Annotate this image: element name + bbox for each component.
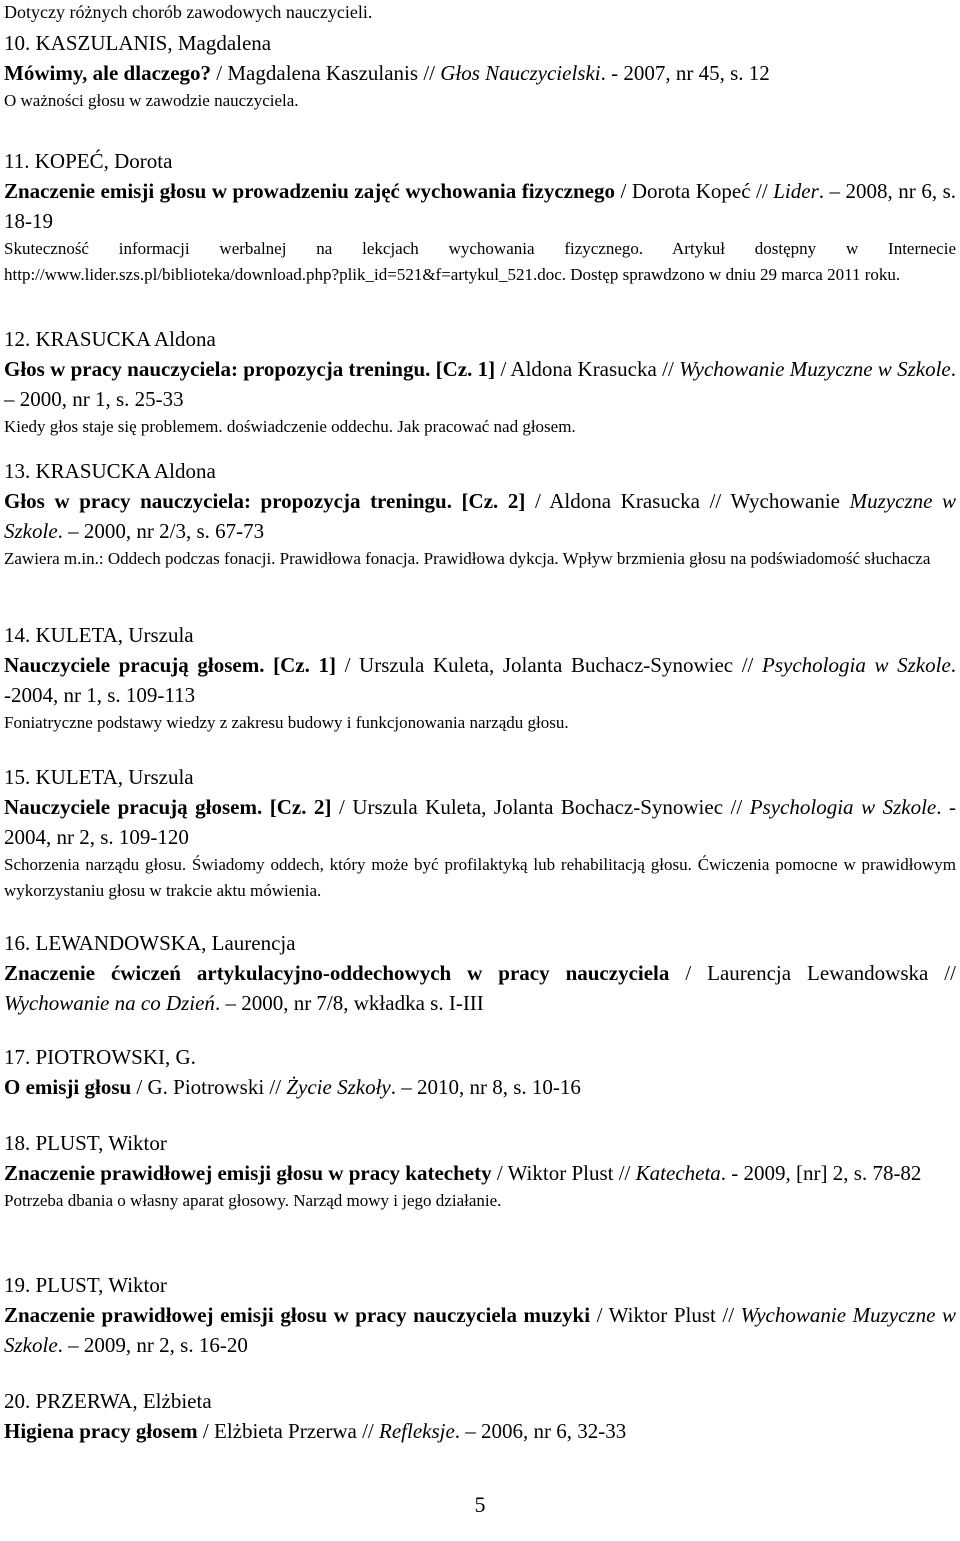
entry-details: . – 2010, nr 8, s. 10-16 <box>390 1075 581 1099</box>
entry-heading <box>4 620 956 650</box>
entry-number: 16. <box>4 931 31 955</box>
entry-source: Lider <box>773 179 819 203</box>
previous-entry-annotation: Dotyczy różnych chorób zawodowych nauczycieli. <box>4 2 373 22</box>
bibliography-entry <box>4 928 956 1018</box>
entry-number: 14. <box>4 623 31 647</box>
entry-heading <box>4 928 956 958</box>
entry-author: LEWANDOWSKA, Laurencja <box>35 931 296 955</box>
entry-author: PLUST, Wiktor <box>35 1131 167 1155</box>
entry-number: 15. <box>4 765 31 789</box>
entry-citation <box>4 1300 956 1360</box>
entry-citation <box>4 792 956 852</box>
entry-annotation: Foniatryczne podstawy wiedzy z zakresu budowy i funkcjonowania narządu głosu. <box>4 713 569 732</box>
entry-details: . – 2000, nr 1, s. 25-33 <box>4 357 956 411</box>
entry-responsibility: / Elżbieta Przerwa // <box>197 1419 379 1443</box>
entry-responsibility: / G. Piotrowski // <box>131 1075 287 1099</box>
entry-title: Głos w pracy nauczyciela: propozycja treningu. [Cz. 2] <box>4 489 526 513</box>
entry-heading <box>4 456 956 486</box>
entry-number: 17. <box>4 1045 31 1069</box>
entry-source: Katecheta <box>635 1161 721 1185</box>
entry-author: KULETA, Urszula <box>35 623 194 647</box>
entry-source: Wychowanie Muzyczne w Szkole <box>679 357 951 381</box>
bibliography-entry <box>4 146 956 288</box>
entry-title: Nauczyciele pracują głosem. [Cz. 1] <box>4 653 336 677</box>
entry-details: . – 2008, nr 6, s. 18-19 <box>4 179 957 233</box>
entry-details: . - 2004, nr 2, s. 109-120 <box>4 795 957 849</box>
entry-number: 19. <box>4 1273 31 1297</box>
entry-details: . – 2000, nr 2/3, s. 67-73 <box>57 519 265 543</box>
entry-responsibility: / Wiktor Plust // <box>590 1303 741 1327</box>
entry-author: KRASUCKA Aldona <box>35 327 216 351</box>
entry-responsibility: / Urszula Kuleta, Jolanta Buchacz-Synowiec // <box>335 653 763 677</box>
page-number: 5 <box>474 1492 486 1517</box>
entry-number: 10. <box>4 31 31 55</box>
entry-details: . – 2006, nr 6, 32-33 <box>454 1419 627 1443</box>
entry-author: KASZULANIS, Magdalena <box>35 31 272 55</box>
entry-citation <box>4 650 956 710</box>
entry-number: 20. <box>4 1389 31 1413</box>
entry-citation <box>4 354 956 414</box>
entry-source: Psychologia w Szkole <box>749 795 937 819</box>
entry-responsibility: / Dorota Kopeć // <box>615 179 774 203</box>
bibliography-entry <box>4 1386 956 1446</box>
entry-details: . – 2000, nr 7/8, wkładka s. I-III <box>214 991 484 1015</box>
entry-heading <box>4 1128 956 1158</box>
entry-author: PLUST, Wiktor <box>35 1273 167 1297</box>
bibliography-entry <box>4 456 956 572</box>
bibliography-entry <box>4 324 956 440</box>
entry-source: Muzyczne w Szkole <box>4 489 957 543</box>
entry-responsibility: / Magdalena Kaszulanis // <box>211 61 441 85</box>
entry-responsibility: / Aldona Krasucka // <box>495 357 680 381</box>
bibliography-entry <box>4 620 956 736</box>
entry-author: KRASUCKA Aldona <box>35 459 216 483</box>
bibliography-entry <box>4 1042 956 1102</box>
entry-responsibility: / Urszula Kuleta, Jolanta Bochacz-Synowiec // <box>331 795 750 819</box>
entry-source: Wychowanie Muzyczne w Szkole <box>4 1303 956 1357</box>
entry-heading <box>4 146 956 176</box>
bibliography-entry <box>4 1128 956 1214</box>
entry-heading <box>4 324 956 354</box>
entry-author: PIOTROWSKI, G. <box>35 1045 196 1069</box>
entry-heading <box>4 1042 956 1072</box>
entry-citation <box>4 176 956 236</box>
entry-details: . – 2009, nr 2, s. 16-20 <box>57 1333 248 1357</box>
entry-title: Mówimy, ale dlaczego? <box>4 61 212 85</box>
entry-title: O emisji głosu <box>4 1075 132 1099</box>
entry-title: Znaczenie emisji głosu w prowadzeniu zajęć wychowania fizycznego <box>4 179 616 203</box>
entry-title: Głos w pracy nauczyciela: propozycja treningu. [Cz. 1] <box>4 357 496 381</box>
entry-responsibility: / Wiktor Plust // <box>491 1161 636 1185</box>
entry-heading <box>4 28 956 58</box>
entry-number: 18. <box>4 1131 31 1155</box>
bibliography-entry <box>4 28 956 114</box>
entry-annotation: Zawiera m.in.: Oddech podczas fonacji. Prawidłowa fonacja. Prawidłowa dykcja. Wpływ brzmienia głosu na podświadomość słuchacza <box>4 549 931 568</box>
entry-citation <box>4 1416 956 1446</box>
entry-details: . - 2007, nr 45, s. 12 <box>600 61 770 85</box>
entry-details: . - 2009, [nr] 2, s. 78-82 <box>720 1161 922 1185</box>
entry-citation <box>4 1158 956 1188</box>
entry-number: 12. <box>4 327 31 351</box>
entry-citation <box>4 58 956 88</box>
entry-annotation: Schorzenia narządu głosu. Świadomy oddech, który może być profilaktyką lub rehabilitacją głosu. Ćwiczenia pomocne w prawidłowym wykorzystaniu głosu w trakcie aktu mówienia. <box>4 855 956 900</box>
entry-heading <box>4 1386 956 1416</box>
entry-details: . -2004, nr 1, s. 109-113 <box>4 653 957 707</box>
entry-source: Psychologia w Szkole <box>762 653 951 677</box>
entry-annotation: Skuteczność informacji werbalnej na lekcjach wychowania fizycznego. Artykuł dostępny w Internecie http://www.lider.szs.pl/biblioteka/download.php?plik_id=521&f=artykul_521.doc. Dostęp sprawdzono w dniu 29 marca 2011 roku. <box>4 239 956 284</box>
entry-source: Życie Szkoły <box>286 1075 391 1099</box>
entry-title: Nauczyciele pracują głosem. [Cz. 2] <box>4 795 332 819</box>
bibliography-entry <box>4 762 956 904</box>
bibliography-entry <box>4 1270 956 1360</box>
entry-heading <box>4 1270 956 1300</box>
entry-title: Higiena pracy głosem <box>4 1419 198 1443</box>
entry-title: Znaczenie prawidłowej emisji głosu w pracy nauczyciela muzyki <box>4 1303 591 1327</box>
entry-author: KOPEĆ, Dorota <box>34 149 173 173</box>
entry-title: Znaczenie prawidłowej emisji głosu w pracy katechety <box>4 1161 492 1185</box>
entry-title: Znaczenie ćwiczeń artykulacyjno-oddechowych w pracy nauczyciela <box>4 961 670 985</box>
entry-responsibility: / Aldona Krasucka // Wychowanie <box>525 489 850 513</box>
entry-responsibility: / Laurencja Lewandowska // <box>669 961 956 985</box>
entry-number: 13. <box>4 459 31 483</box>
entry-citation <box>4 958 956 1018</box>
entry-author: PRZERWA, Elżbieta <box>35 1389 212 1413</box>
entry-citation <box>4 1072 956 1102</box>
entry-heading <box>4 762 956 792</box>
entry-author: KULETA, Urszula <box>35 765 194 789</box>
entry-source: Głos Nauczycielski <box>440 61 601 85</box>
entry-number: 11. <box>4 149 30 173</box>
entry-annotation: O ważności głosu w zawodzie nauczyciela. <box>4 91 299 110</box>
entry-source: Refleksje <box>379 1419 455 1443</box>
entry-annotation: Kiedy głos staje się problemem. doświadczenie oddechu. Jak pracować nad głosem. <box>4 417 576 436</box>
entry-citation <box>4 486 956 546</box>
entry-source: Wychowanie na co Dzień <box>4 991 215 1015</box>
entry-annotation: Potrzeba dbania o własny aparat głosowy. Narząd mowy i jego działanie. <box>4 1191 502 1210</box>
